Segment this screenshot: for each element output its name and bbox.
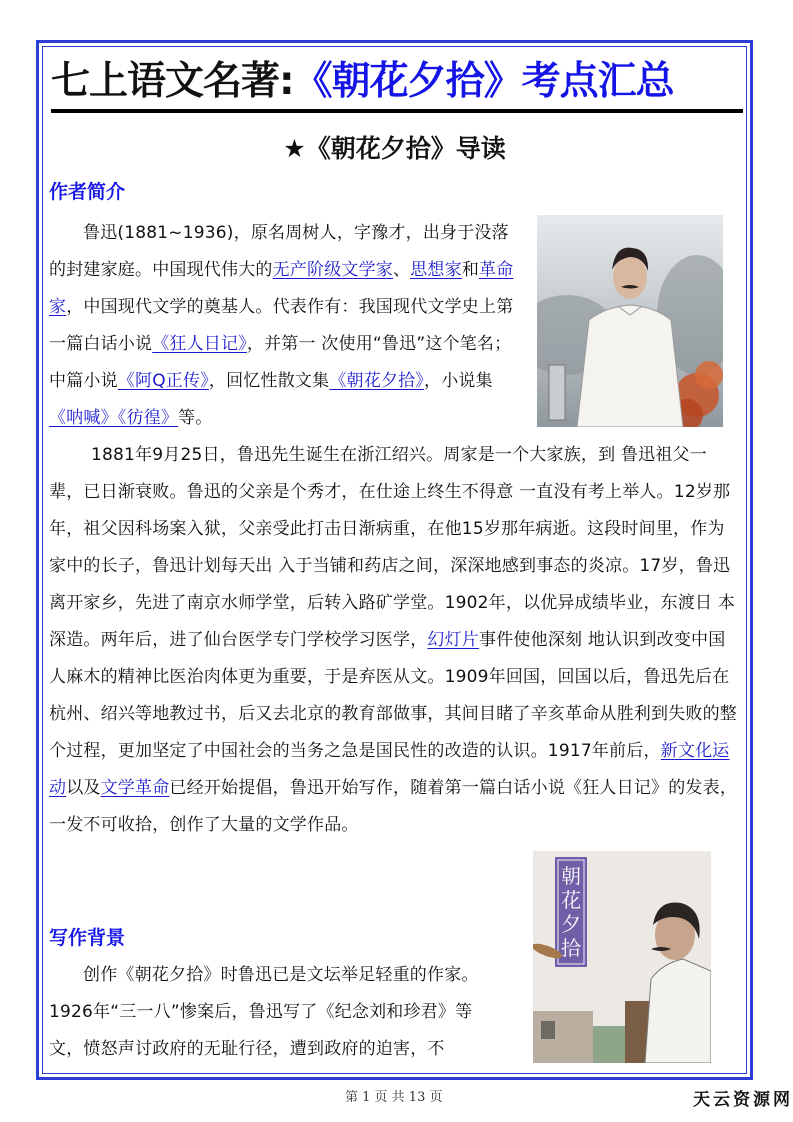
link-dawn-blossoms[interactable]: 《朝花夕拾》: [329, 371, 425, 391]
text: 事件使他深刻 地认识到改变中国人麻木的精神比医治肉体更为重要，于是弃医从文。1909年回国，回国以后，鲁迅先后在杭州、绍兴等地教过书，后又去北京的教育部做事，其间目睹了辛亥革命从胜利到失败的整个过程，更加坚定了中国社会的当务之急是国民性的改造的认识。1917年前后，: [49, 630, 737, 761]
link-true-story-ah-q[interactable]: 《阿Q正传》: [117, 371, 209, 391]
text: 创作《朝花夕拾》时鲁迅已是文坛举足轻重的作家。1926年“三一八”惨案后，鲁迅写了《纪念刘和珍君》等文，愤怒声讨政府的无耻行径，遭到政府的迫害，不: [49, 965, 479, 1059]
text: 1881年9月25日，鲁迅先生诞生在浙江绍兴。周家是一个大家族，到 鲁迅祖父一辈，已日渐衰败。鲁迅的父亲是个秀才，在仕途上终生不得意 一直没有考上举人。12岁那年，祖父因科场案入狱，父亲受此打击日渐病重，在他15岁那年病逝。这段时间里，作为家中的长子，鲁迅计划每天出 入于当铺和药店之间，深深地感到事态的炎凉。17岁，鲁迅离开家乡，先进了南京水师学堂，后转入路矿学堂。1902年，以优异成绩毕业，东渡日 本深造。两年后，进了仙台医学专门学校学习医学，: [49, 445, 736, 650]
background-paragraph: [49, 957, 501, 1068]
link-thinker[interactable]: 思想家: [410, 260, 462, 280]
page-title: [51, 55, 743, 113]
section-heading-background: 写作背景: [49, 927, 126, 949]
link-proletarian-writer[interactable]: 无产阶级文学家: [272, 260, 394, 280]
text: ，小说集: [424, 371, 493, 391]
cover-char-2: 花: [561, 888, 581, 912]
cover-char-4: 拾: [561, 936, 581, 960]
page-subtitle: ★《朝花夕拾》导读: [283, 134, 506, 163]
text: 已经开始提倡，鲁迅开始写作，随着第一篇白话小说《狂人日记》的发表，一发不可收拾，创作了大量的文学作品。: [49, 778, 738, 835]
section-heading-author: 作者简介: [49, 181, 126, 203]
author-biography-paragraph: [49, 437, 741, 844]
cover-char-1: 朝: [561, 864, 581, 888]
title-highlight: 《朝花夕拾》考点汇总: [293, 59, 674, 104]
page-border-frame: [36, 40, 753, 1080]
text: 和: [461, 260, 480, 280]
link-revolutionary[interactable]: 革命家: [49, 260, 514, 317]
link-slide-incident[interactable]: 幻灯片: [427, 630, 480, 650]
author-intro-paragraph: [49, 215, 523, 437]
lu-xun-portrait-image: [537, 215, 723, 427]
link-literary-revolution[interactable]: 文学革命: [100, 778, 170, 798]
cover-char-3: 夕: [561, 912, 581, 936]
page-indicator: 第 1 页 共 13 页: [345, 1090, 443, 1105]
text: ，中国现代文学的奠基人。代表作有：我国现代文学史上第一篇白话小说: [49, 297, 514, 354]
text: 、: [393, 260, 411, 280]
site-watermark: 天云资源网: [693, 1090, 793, 1110]
link-new-culture-movement[interactable]: 新文化运动: [49, 741, 730, 798]
text: 以及: [66, 778, 101, 798]
book-cover-image: [533, 851, 711, 1063]
text: ，回忆性散文集: [208, 371, 330, 391]
text: 鲁迅(1881~1936)，原名周树人，字豫才，出身于没落的封建家庭。中国现代伟大的: [49, 223, 509, 280]
text: 等。: [178, 408, 213, 428]
link-diary-of-madman[interactable]: 《狂人日记》: [152, 334, 247, 354]
text: ，并第一 次使用“鲁迅”这个笔名；中篇小说: [49, 334, 512, 391]
title-prefix: 七上语文名著:: [51, 59, 294, 104]
link-call-to-arms-wandering[interactable]: 《呐喊》《彷徨》: [49, 408, 179, 428]
